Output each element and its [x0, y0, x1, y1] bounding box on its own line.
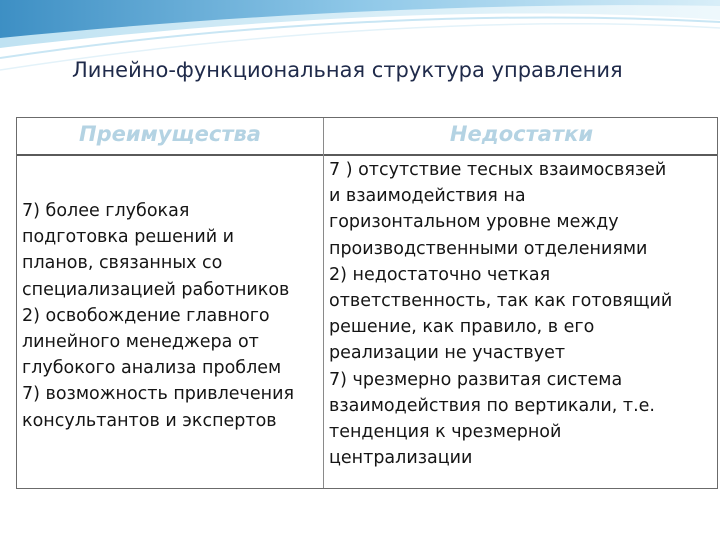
header-divider [17, 154, 717, 156]
advantage-line: 7) более глубокая [22, 201, 190, 221]
advantages-column [22, 198, 294, 434]
disadvantage-line: решение, как правило, в его [329, 317, 595, 338]
comparison-table [16, 117, 718, 489]
advantage-line: 2) освобождение главного [22, 305, 270, 326]
disadvantage-line: 7) чрезмерно развитая система [329, 369, 623, 390]
disadvantage-line: реализации не участвует [329, 343, 566, 364]
disadvantage-line: и взаимодействия на [329, 186, 526, 207]
disadvantage-line: 7 ) отсутствие тесных взаимосвязей [329, 160, 667, 180]
advantages-header: Преимущества [79, 122, 261, 146]
disadvantage-line: 2) недостаточно четкая [329, 264, 551, 285]
disadvantages-header: Недостатки [449, 122, 594, 146]
advantage-line: консультантов и экспертов [22, 410, 277, 431]
advantage-line: специализацией работников [22, 279, 290, 300]
disadvantage-line: тенденция к чрезмерной [329, 422, 562, 443]
advantage-line: планов, связанных со [22, 253, 223, 274]
advantage-line: линейного менеджера от [22, 332, 259, 353]
disadvantage-line: централизации [329, 448, 473, 469]
disadvantages-column [329, 157, 672, 471]
advantage-line: подготовка решений и [22, 227, 234, 248]
slide-title: Линейно-функциональная структура управления [72, 58, 623, 82]
disadvantage-line: горизонтальном уровне между [329, 212, 619, 233]
disadvantage-line: производственными отделениями [329, 238, 648, 259]
advantage-line: 7) возможность привлечения [22, 384, 295, 405]
disadvantage-line: ответственность, так как готовящий [329, 291, 673, 312]
advantage-line: глубокого анализа проблем [22, 358, 282, 379]
disadvantage-line: взаимодействия по вертикали, т.е. [329, 395, 655, 416]
column-divider [323, 118, 324, 488]
